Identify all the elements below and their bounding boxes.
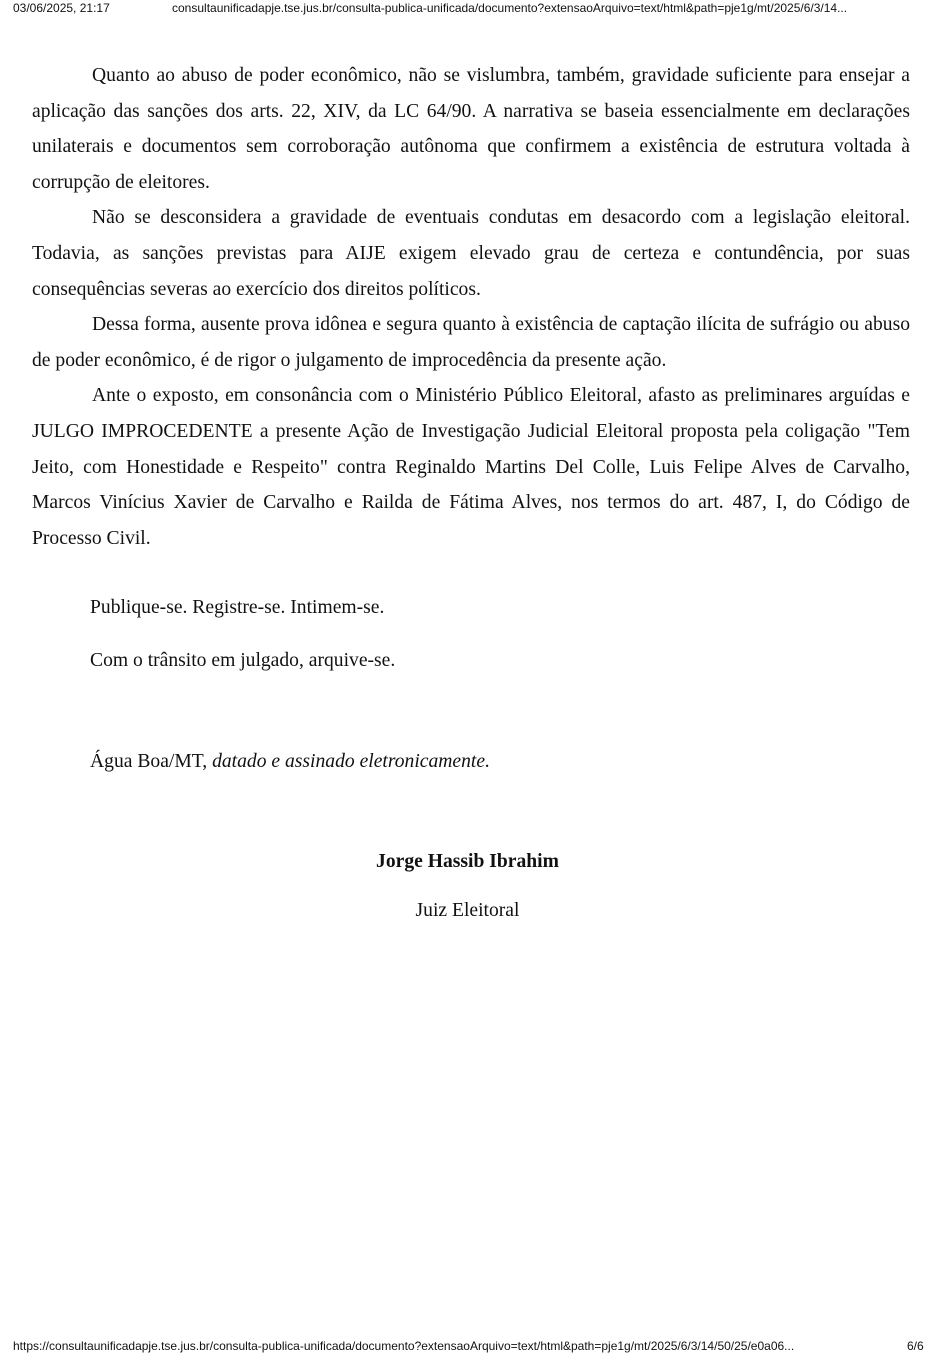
place-date-line [90, 750, 490, 774]
print-url: https://consultaunificadapje.tse.jus.br/consulta-publica-unificada/documento?extensaoArquivo=text/html&path=pje1g/mt/2025/6/3/14/50/25/e0a06... [13, 1339, 795, 1353]
paragraph: Quanto ao abuso de poder econômico, não se vislumbra, também, gravidade suficiente para ensejar a aplicação das sanções dos arts. 22, XIV, da LC 64/90. A narrativa se baseia essencialmente em declarações unilaterais e documentos sem corroboração autônoma que confirmem a existência de estrutura voltada à corrupção de eleitores. [32, 65, 910, 193]
paragraph: Dessa forma, ausente prova idônea e segura quanto à existência de captação ilícita de sufrágio ou abuso de poder econômico, é de rigor o julgamento de improcedência da presente ação. [32, 314, 910, 371]
place-text: Água Boa/MT, [90, 751, 213, 772]
page-number: 6/6 [907, 1339, 924, 1353]
document-body [32, 58, 910, 556]
print-datetime: 03/06/2025, 21:17 [13, 1, 110, 15]
publish-line: Publique-se. Registre-se. Intimem-se. [90, 597, 385, 618]
archive-line: Com o trânsito em julgado, arquive-se. [90, 650, 396, 671]
paragraph: Não se desconsidera a gravidade de eventuais condutas em desacordo com a legislação eleitoral. Todavia, as sanções previstas para AIJE exigem elevado grau de certeza e contundência, por suas consequências severas ao exercício dos direitos políticos. [32, 207, 910, 300]
print-page-title: consultaunificadapje.tse.jus.br/consulta-publica-unificada/documento?extensaoArquivo=text/html&path=pje1g/mt/2025/6/3/14... [172, 1, 848, 15]
place-italic-text: datado e assinado eletronicamente. [212, 751, 490, 772]
signer-role: Juiz Eleitoral [415, 900, 520, 921]
paragraph: Ante o exposto, em consonância com o Ministério Público Eleitoral, afasto as preliminares arguídas e JULGO IMPROCEDENTE a presente Ação de Investigação Judicial Eleitoral proposta pela coligação "Tem Jeito, com Honestidade e Respeito" contra Reginaldo Martins Del Colle, Luis Felipe Alves de Carvalho, Marcos Vinícius Xavier de Carvalho e Railda de Fátima Alves, nos termos do art. 487, I, do Código de Processo Civil. [32, 385, 910, 549]
signer-name: Jorge Hassib Ibrahim [376, 851, 559, 872]
